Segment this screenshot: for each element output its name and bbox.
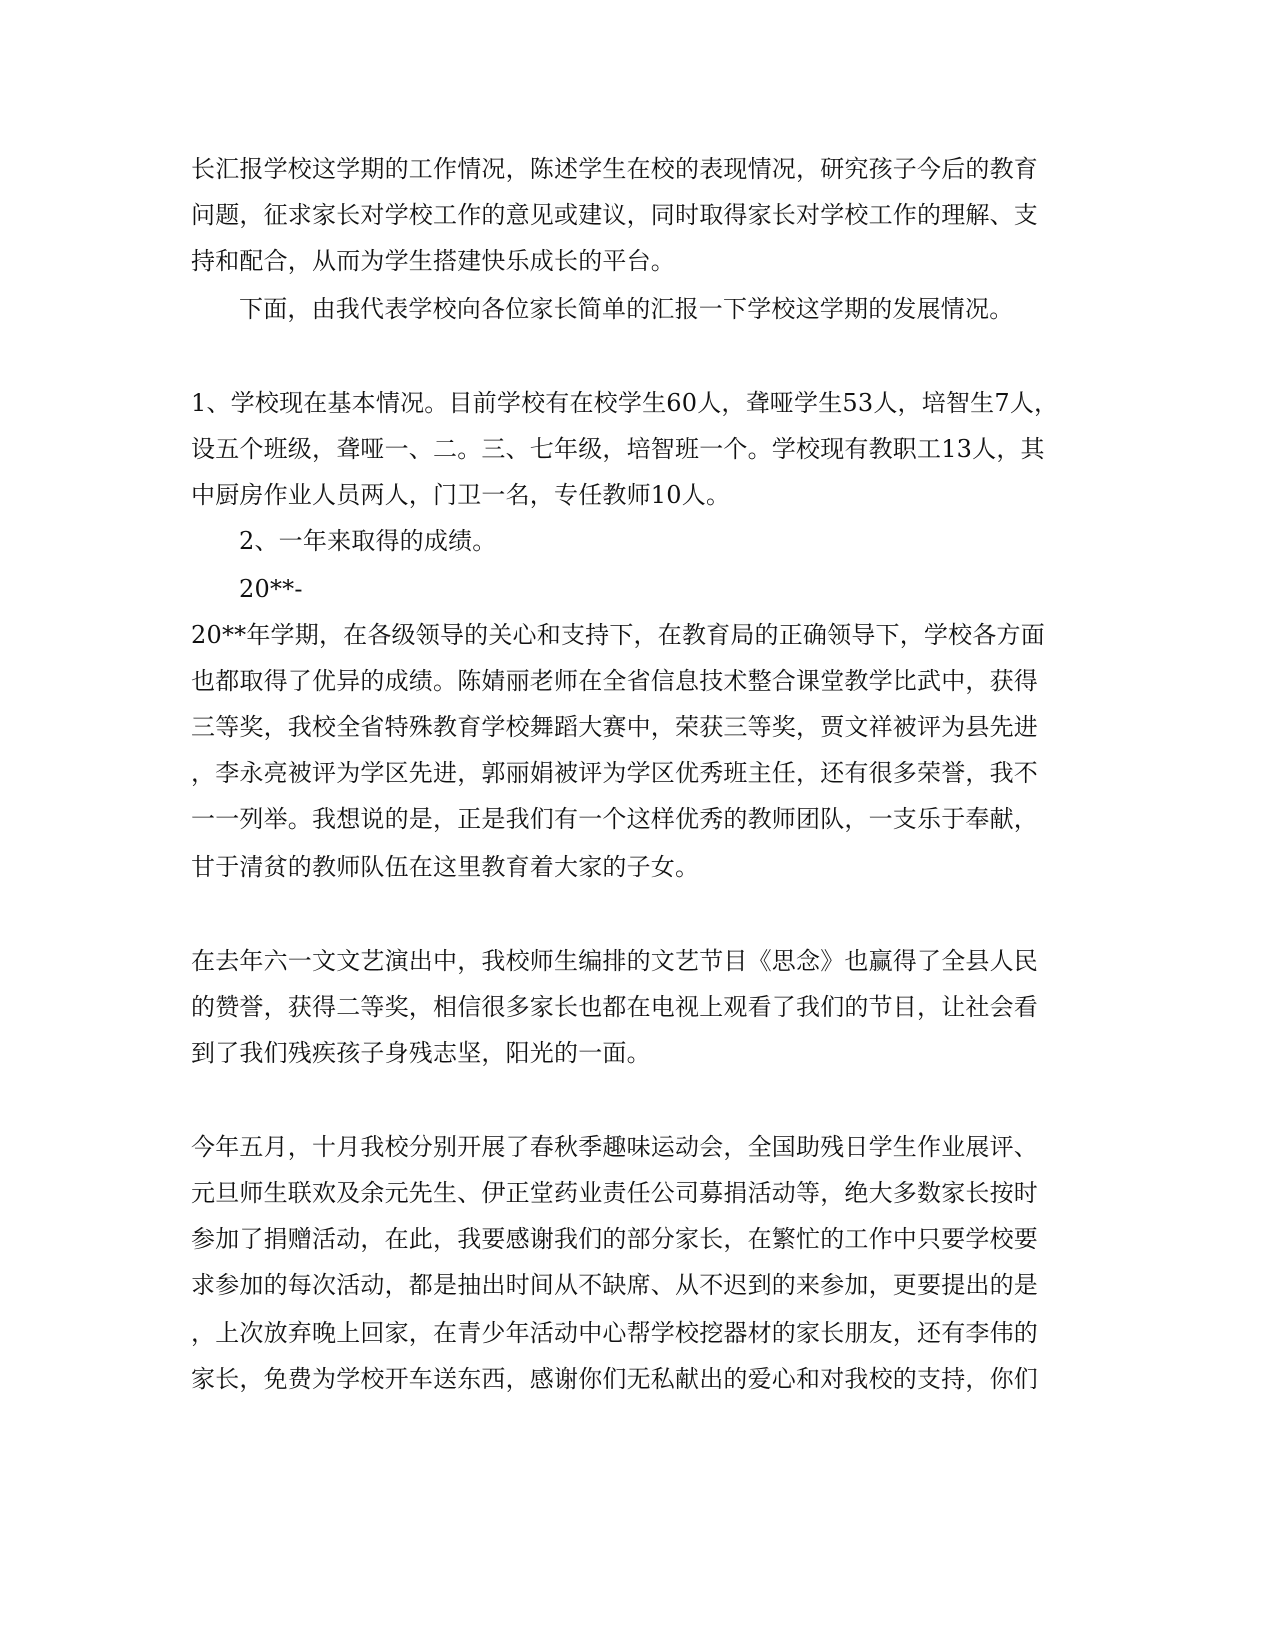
text-line-22: 求参加的每次活动，都是抽出时间从不缺席、从不迟到的来参加，更要提出的是 — [191, 1271, 1038, 1299]
text-line-14: 一一列举。我想说的是，正是我们有一个这样优秀的教师团队，一支乐于奉献， — [191, 805, 1038, 833]
text-line-15: 甘于清贫的教师队伍在这里教育着大家的子女。 — [191, 853, 700, 881]
text-line-8: 2、一年来取得的成绩。 — [239, 527, 497, 555]
text-line-13: ，李永亮被评为学区先进，郭丽娟被评为学区优秀班主任，还有很多荣誉，我不 — [191, 759, 1038, 787]
text-line-6: 设五个班级，聋哑一、二。三、七年级，培智班一个。学校现有教职工13人，其 — [191, 435, 1045, 463]
text-line-24: 家长，免费为学校开车送东西，感谢你们无私献出的爱心和对我校的支持，你们 — [191, 1365, 1038, 1393]
text-line-12: 三等奖，我校全省特殊教育学校舞蹈大赛中，荣获三等奖，贾文祥被评为县先进 — [191, 713, 1038, 741]
text-line-10: 20**年学期，在各级领导的关心和支持下，在教育局的正确领导下，学校各方面 — [191, 621, 1045, 649]
text-line-21: 参加了捐赠活动，在此，我要感谢我们的部分家长，在繁忙的工作中只要学校要 — [191, 1225, 1038, 1253]
text-line-1: 长汇报学校这学期的工作情况，陈述学生在校的表现情况，研究孩子今后的教育 — [191, 155, 1038, 183]
text-line-20: 元旦师生联欢及余元先生、伊正堂药业责任公司募捐活动等，绝大多数家长按时 — [191, 1179, 1038, 1207]
text-line-11: 也都取得了优异的成绩。陈婧丽老师在全省信息技术整合课堂教学比武中，获得 — [191, 667, 1038, 695]
text-line-18: 到了我们残疾孩子身残志坚，阳光的一面。 — [191, 1039, 651, 1067]
text-line-7: 中厨房作业人员两人，门卫一名，专任教师10人。 — [191, 481, 731, 509]
text-line-4: 下面，由我代表学校向各位家长简单的汇报一下学校这学期的发展情况。 — [239, 295, 1014, 323]
text-line-16: 在去年六一文文艺演出中，我校师生编排的文艺节目《思念》也赢得了全县人民 — [191, 947, 1038, 975]
text-line-19: 今年五月，十月我校分别开展了春秋季趣味运动会，全国助残日学生作业展评、 — [191, 1133, 1038, 1161]
text-line-5: 1、学校现在基本情况。目前学校有在校学生60人，聋哑学生53人，培智生7人， — [191, 389, 1059, 417]
text-line-9: 20**- — [239, 575, 303, 603]
text-line-2: 问题，征求家长对学校工作的意见或建议，同时取得家长对学校工作的理解、支 — [191, 201, 1038, 229]
text-line-3: 持和配合，从而为学生搭建快乐成长的平台。 — [191, 247, 675, 275]
text-line-17: 的赞誉，获得二等奖，相信很多家长也都在电视上观看了我们的节目，让社会看 — [191, 993, 1038, 1021]
text-line-23: ，上次放弃晚上回家，在青少年活动中心帮学校挖器材的家长朋友，还有李伟的 — [191, 1319, 1038, 1347]
